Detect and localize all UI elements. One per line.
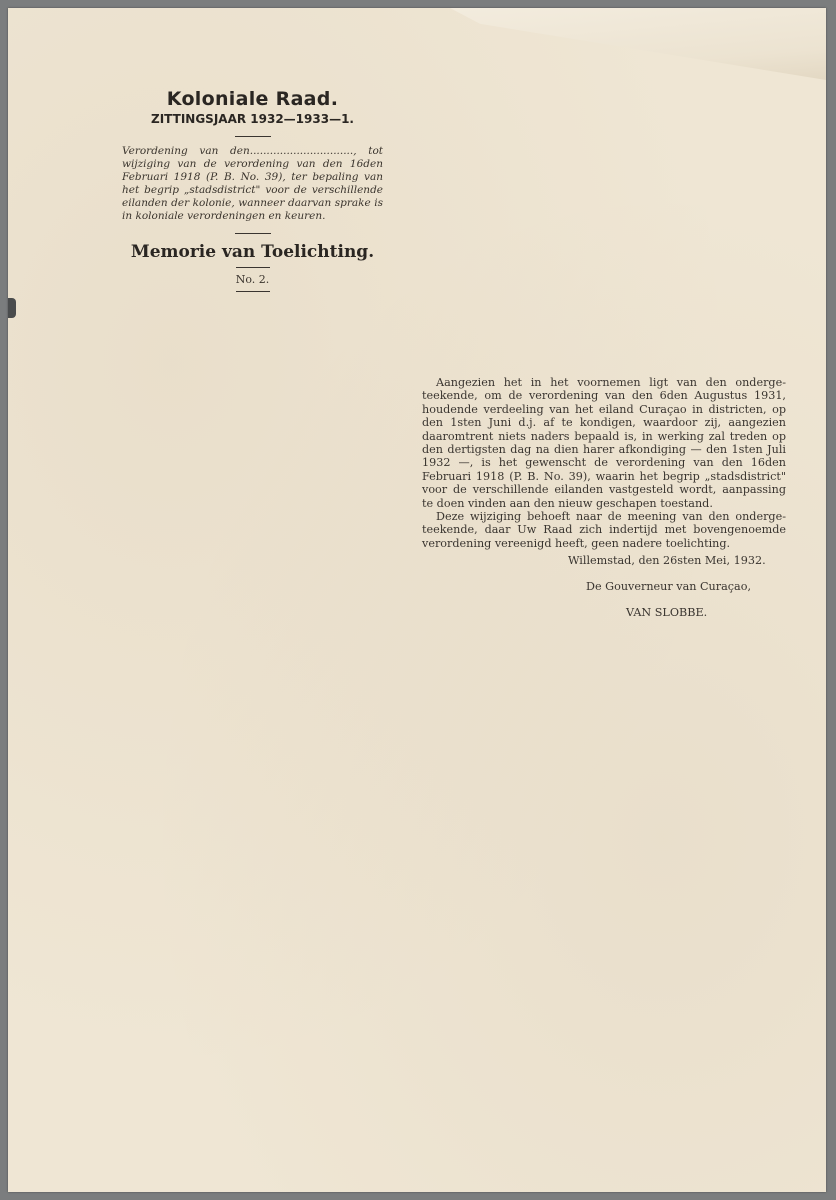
ordinance-subject: Verordening van den..............................., tot wijziging van de verordening van den 16den Februari 1918 (P. B. No. 39), ter bepaling van het begrip „stadsdistrict" voor de verschillende eilanden der kolonie, wanneer daarvan sprake is in koloniale verordeningen en keuren. bbox=[122, 145, 383, 222]
signatory-office: De Gouverneur van Curaçao, bbox=[586, 580, 752, 593]
binding-hole bbox=[8, 298, 16, 318]
council-title: Koloniale Raad. bbox=[166, 88, 339, 110]
explanation-body bbox=[422, 376, 786, 550]
divider bbox=[236, 267, 270, 268]
divider bbox=[235, 136, 271, 137]
paragraph: Deze wijziging behoeft naar de meening van den ondergeteekende, daar Uw Raad zich indertijd met bovengenoemde verordening vereenigd heeft, geen nadere toelichting. bbox=[422, 510, 786, 550]
paragraph: Aangezien het in het voornemen ligt van den ondergeteekende, om de verordening van den 6den Augustus 1931, houdende verdeeling van het eiland Curaçao in districten, op den 1sten Juni d.j. af te kondigen, waardoor zij, aangezien daaromtrent niets naders bepaald is, in werking zal treden op den dertigsten dag na dien harer afkondiging — den 1sten Juli 1932 —, is het gewenscht de verordening van den 16den Februari 1918 (P. B. No. 39), waarin het begrip „stadsdistrict" voor de verschillende eilanden vastgesteld wordt, aanpassing te doen vinden aan den nieuw geschapen toestand. bbox=[422, 376, 786, 510]
session-year: ZITTINGSJAAR 1932—1933—1. bbox=[151, 112, 354, 126]
signatory-name: VAN SLOBBE. bbox=[626, 606, 708, 619]
document-number: No. 2. bbox=[235, 273, 270, 286]
document-heading: Memorie van Toelichting. bbox=[130, 242, 375, 262]
place-date: Willemstad, den 26sten Mei, 1932. bbox=[568, 554, 766, 567]
document-header bbox=[120, 88, 385, 297]
divider bbox=[236, 291, 270, 292]
divider bbox=[235, 233, 271, 234]
